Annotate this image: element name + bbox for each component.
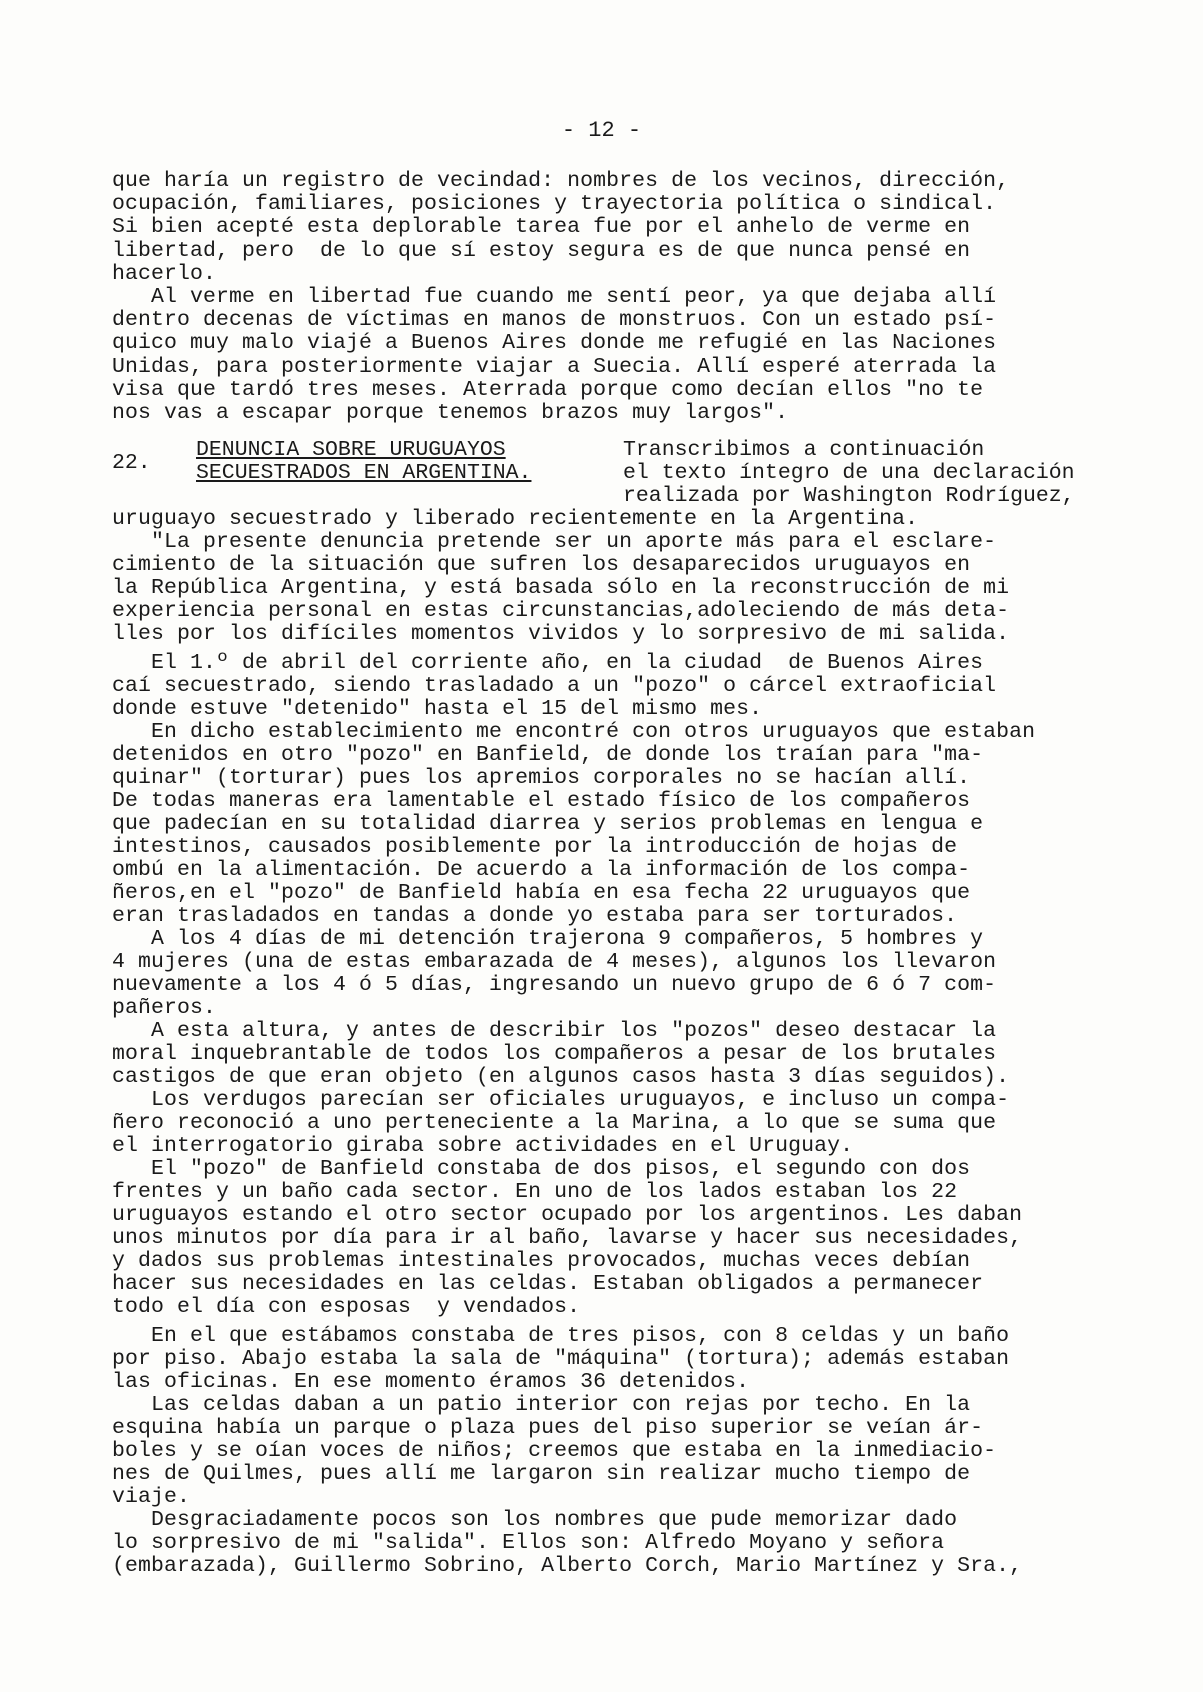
text-line: cimiento de la situación que sufren los desaparecidos uruguayos en <box>112 553 971 577</box>
text-line: uruguayos estando el otro sector ocupado por los argentinos. Les daban <box>112 1203 1023 1227</box>
text-line: ocupación, familiares, posiciones y trayectoria política o sindical. <box>112 192 997 217</box>
text-line: ñero reconoció a uno perteneciente a la Marina, a lo que se suma que <box>112 1111 997 1135</box>
text-line: ombú en la alimentación. De acuerdo a la información de los compa- <box>112 858 971 882</box>
text-line: eran trasladados en tandas a donde yo estaba para ser torturados. <box>112 904 958 928</box>
text-line: moral inquebrantable de todos los compañeros a pesar de los brutales <box>112 1042 997 1066</box>
section-number: 22. <box>112 451 151 475</box>
page-number: - 12 - <box>561 118 642 143</box>
text-line: ñeros,en el "pozo" de Banfield había en esa fecha 22 uruguayos que <box>112 881 971 905</box>
text-line: hacerlo. <box>112 261 217 286</box>
text-line: De todas maneras era lamentable el estado físico de los compañeros <box>112 789 971 813</box>
text-line: detenidos en otro "pozo" en Banfield, de donde los traían para "ma- <box>112 743 984 767</box>
text-line: En el que estábamos constaba de tres pisos, con 8 celdas y un baño <box>112 1324 1010 1348</box>
text-line: que haría un registro de vecindad: nombres de los vecinos, dirección, <box>112 169 1010 193</box>
text-line: donde estuve "detenido" hasta el 15 del mismo mes. <box>112 697 763 721</box>
text-line: intestinos, causados posiblemente por la introducción de hojas de <box>112 835 958 859</box>
text-line: "La presente denuncia pretende ser un aporte más para el esclare- <box>112 530 997 554</box>
text-line: Desgraciadamente pocos son los nombres que pude memorizar dado <box>112 1508 958 1532</box>
text-line: caí secuestrado, siendo trasladado a un "pozo" o cárcel extraoficial <box>112 674 997 698</box>
section-intro-line-2: el texto íntegro de una declaración <box>623 461 1075 485</box>
text-line: El 1.º de abril del corriente año, en la ciudad de Buenos Aires <box>112 651 984 675</box>
text-line: lles por los difíciles momentos vividos y lo sorpresivo de mi salida. <box>112 622 1010 646</box>
text-line: todo el día con esposas y vendados. <box>112 1295 581 1319</box>
text-line: El "pozo" de Banfield constaba de dos pisos, el segundo con dos <box>112 1157 971 1181</box>
text-line: que padecían en su totalidad diarrea y serios problemas en lengua e <box>112 812 984 836</box>
text-line: quico muy malo viajé a Buenos Aires donde me refugié en las Naciones <box>112 331 997 356</box>
section-intro-line-3: realizada por Washington Rodríguez, <box>623 484 1075 508</box>
text-line: esquina había un parque o plaza pues del piso superior se veían ár- <box>112 1416 984 1440</box>
text-line: Al verme en libertad fue cuando me sentí peor, ya que dejaba allí <box>112 285 997 309</box>
text-line: lo sorpresivo de mi "salida". Ellos son: Alfredo Moyano y señora <box>112 1531 945 1555</box>
text-line: castigos de que eran objeto (en algunos casos hasta 3 días seguidos). <box>112 1065 1010 1089</box>
text-line: Unidas, para posteriormente viajar a Suecia. Allí esperé aterrada la <box>112 354 997 379</box>
text-line: dentro decenas de víctimas en manos de monstruos. Con un estado psí- <box>112 308 997 333</box>
text-line: las oficinas. En ese momento éramos 36 detenidos. <box>112 1370 750 1394</box>
text-line: experiencia personal en estas circunstancias,adoleciendo de más deta- <box>112 599 1010 623</box>
text-line: el interrogatorio giraba sobre actividades en el Uruguay. <box>112 1134 854 1158</box>
text-line: viaje. <box>112 1485 191 1509</box>
text-line: libertad, pero de lo que sí estoy segura es de que nunca pensé en <box>112 238 971 263</box>
text-line: A los 4 días de mi detención trajeronа 9 compañeros, 5 hombres y <box>112 927 984 951</box>
text-line: hacer sus necesidades en las celdas. Estaban obligados a permanecer <box>112 1272 984 1296</box>
text-line: unos minutos por día para ir al baño, lavarse y hacer sus necesidades, <box>112 1226 1023 1250</box>
text-line: Los verdugos parecían ser oficiales uruguayos, e incluso un compa- <box>112 1088 1010 1112</box>
section-intro-line-1: Transcribimos a continuación <box>623 438 985 462</box>
text-line: nos vas a escapar porque tenemos brazos muy largos". <box>112 401 789 425</box>
text-line: (embarazada), Guillermo Sobrino, Alberto Corch, Mario Martínez y Sra., <box>112 1554 1023 1578</box>
text-line: nes de Quilmes, pues allí me largaron sin realizar mucho tiempo de <box>112 1462 971 1486</box>
text-line: nuevamente a los 4 ó 5 días, ingresando un nuevo grupo de 6 ó 7 com- <box>112 973 997 997</box>
text-line: la República Argentina, y está basada sólo en la reconstrucción de mi <box>112 576 1010 600</box>
text-line: frentes y un baño cada sector. En uno de los lados estaban los 22 <box>112 1180 958 1204</box>
section-title-line-1: DENUNCIA SOBRE URUGUAYOS <box>196 438 506 462</box>
text-line: Las celdas daban a un patio interior con rejas por techo. En la <box>112 1393 971 1417</box>
text-line: pañeros. <box>112 996 217 1020</box>
text-line: A esta altura, y antes de describir los "pozos" deseo destacar la <box>112 1019 997 1043</box>
text-line: por piso. Abajo estaba la sala de "máquina" (tortura); además estaban <box>112 1347 1010 1371</box>
text-line: visa que tardó tres meses. Aterrada porque como decían ellos "no te <box>112 377 984 402</box>
text-line: Si bien acepté esta deplorable tarea fue por el anhelo de verme en <box>112 215 971 240</box>
section-intro-line-4: uruguayo secuestrado y liberado recientemente en la Argentina. <box>112 507 919 531</box>
text-line: En dicho establecimiento me encontré con otros uruguayos que estaban <box>112 720 1036 744</box>
section-title-line-2: SECUESTRADOS EN ARGENTINA. <box>196 461 532 485</box>
text-line: y dados sus problemas intestinales provocados, muchas veces debían <box>112 1249 971 1273</box>
text-line: 4 mujeres (una de estas embarazada de 4 meses), algunos los llevaron <box>112 950 997 974</box>
text-line: quinar" (torturar) pues los apremios corporales no se hacían allí. <box>112 766 971 790</box>
text-line: boles y se oían voces de niños; creemos que estaba en la inmediacio- <box>112 1439 997 1463</box>
